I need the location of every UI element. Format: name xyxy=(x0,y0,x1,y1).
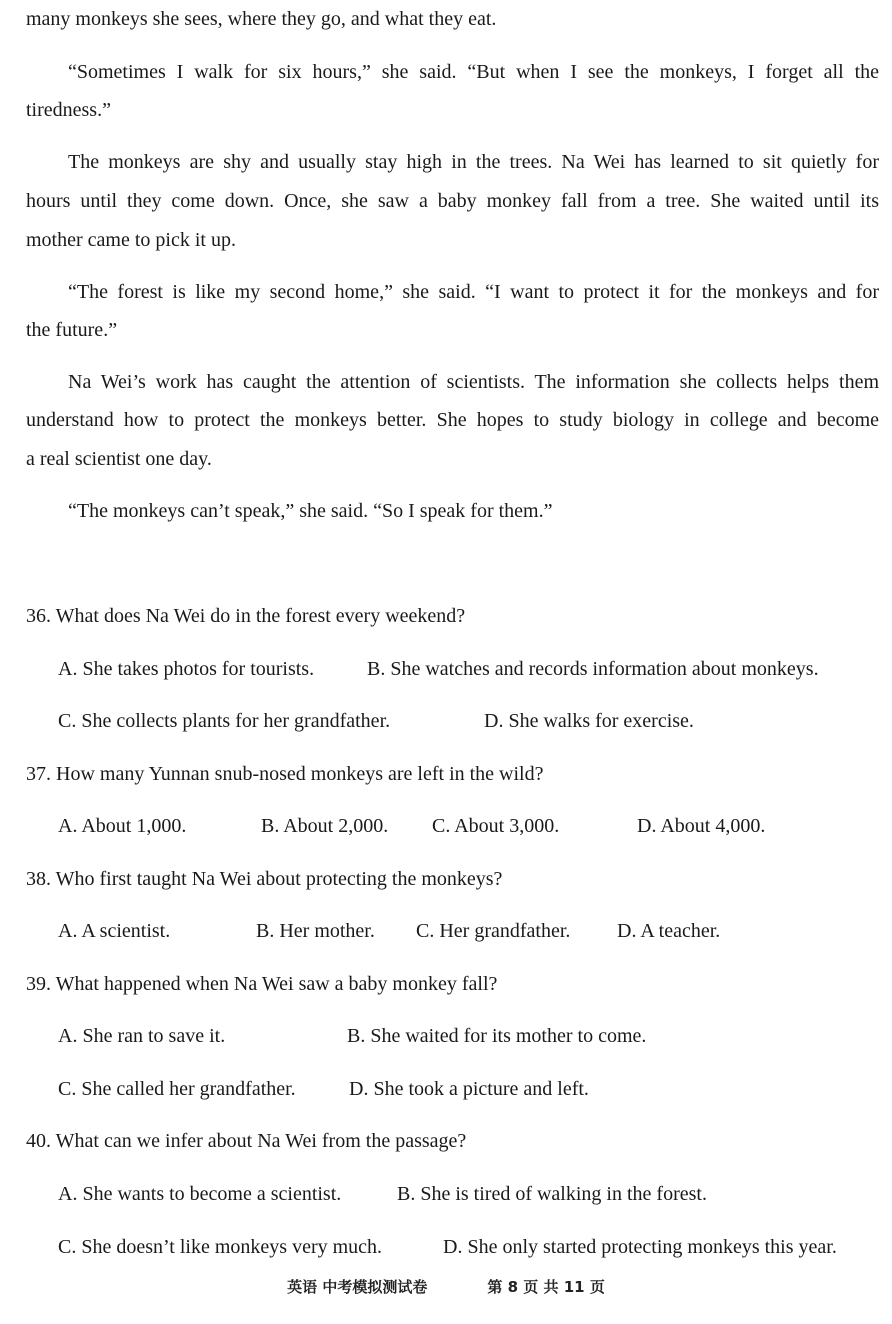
footer-page-number: 第 8 页 共 11 页 xyxy=(487,1278,605,1296)
question-36-option-b: B. She watches and records information about monkeys. xyxy=(367,658,819,680)
question-36-option-d: D. She walks for exercise. xyxy=(484,710,694,732)
passage-continued-line: many monkeys she sees, where they go, and what they eat. xyxy=(26,8,497,30)
question-39-option-d: D. She took a picture and left. xyxy=(349,1078,589,1100)
question-38-option-c: C. Her grandfather. xyxy=(416,920,571,942)
question-40-option-c: C. She doesn’t like monkeys very much. xyxy=(58,1236,383,1258)
question-36-stem: 36. What does Na Wei do in the forest every weekend? xyxy=(26,605,466,627)
paragraph-4-line-3: a real scientist one day. xyxy=(26,448,212,470)
paragraph-5-line-1: “The monkeys can’t speak,” she said. “So I speak for them.” xyxy=(68,500,553,522)
paragraph-1-line-2: tiredness.” xyxy=(26,99,111,121)
paragraph-3-line-1: “The forest is like my second home,” she said. “I want to protect it for the monkeys and for xyxy=(68,281,879,303)
paragraph-2-line-3: mother came to pick it up. xyxy=(26,229,236,251)
question-38-option-d: D. A teacher. xyxy=(617,920,721,942)
question-40-option-b: B. She is tired of walking in the forest. xyxy=(397,1183,707,1205)
question-40-option-a: A. She wants to become a scientist. xyxy=(58,1183,342,1205)
question-36-option-c: C. She collects plants for her grandfather. xyxy=(58,710,391,732)
question-37-option-c: C. About 3,000. xyxy=(432,815,560,837)
paragraph-2-line-2: hours until they come down. Once, she saw a baby monkey fall from a tree. She waited until its xyxy=(26,190,879,212)
question-39-option-b: B. She waited for its mother to come. xyxy=(347,1025,647,1047)
question-39-option-c: C. She called her grandfather. xyxy=(58,1078,296,1100)
question-36-option-a: A. She takes photos for tourists. xyxy=(58,658,315,680)
question-40-stem: 40. What can we infer about Na Wei from the passage? xyxy=(26,1130,467,1152)
paragraph-3-line-2: the future.” xyxy=(26,319,118,341)
question-38-option-b: B. Her mother. xyxy=(256,920,375,942)
question-37-stem: 37. How many Yunnan snub-nosed monkeys are left in the wild? xyxy=(26,763,544,785)
paragraph-1-line-1: “Sometimes I walk for six hours,” she said. “But when I see the monkeys, I forget all the xyxy=(68,61,879,83)
paragraph-4-line-2: understand how to protect the monkeys better. She hopes to study biology in college and become xyxy=(26,409,879,431)
footer-subject: 英语 中考模拟测试卷 xyxy=(287,1278,428,1296)
question-38-stem: 38. Who first taught Na Wei about protecting the monkeys? xyxy=(26,868,503,890)
question-37-option-d: D. About 4,000. xyxy=(637,815,766,837)
paragraph-4-line-1: Na Wei’s work has caught the attention of scientists. The information she collects helps them xyxy=(68,371,879,393)
question-40-option-d: D. She only started protecting monkeys this year. xyxy=(443,1236,837,1258)
question-39-option-a: A. She ran to save it. xyxy=(58,1025,226,1047)
question-38-option-a: A. A scientist. xyxy=(58,920,171,942)
page-footer xyxy=(0,1276,892,1298)
paragraph-2-line-1: The monkeys are shy and usually stay high in the trees. Na Wei has learned to sit quietly for xyxy=(68,151,879,173)
question-39-stem: 39. What happened when Na Wei saw a baby monkey fall? xyxy=(26,973,498,995)
question-37-option-a: A. About 1,000. xyxy=(58,815,187,837)
question-37-option-b: B. About 2,000. xyxy=(261,815,389,837)
